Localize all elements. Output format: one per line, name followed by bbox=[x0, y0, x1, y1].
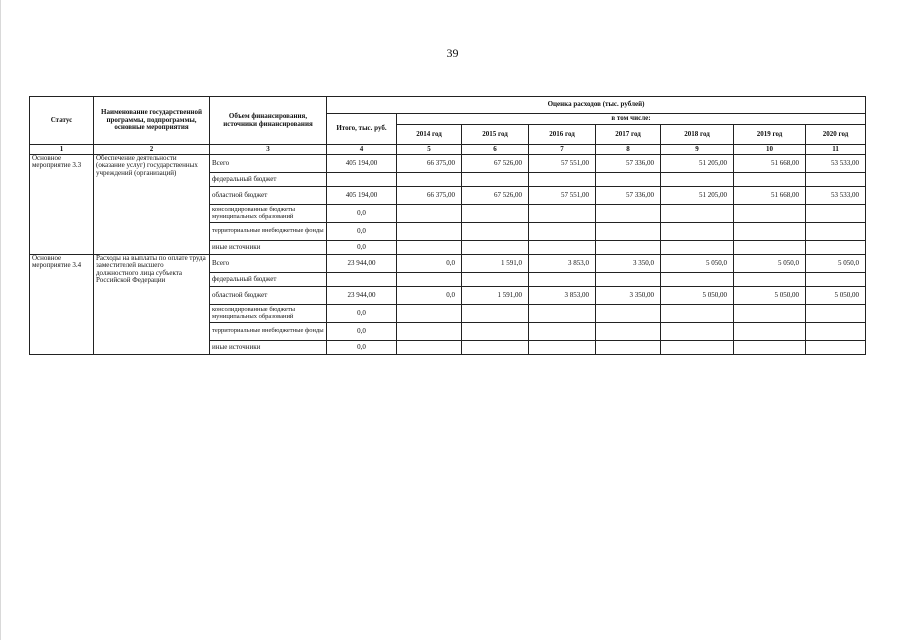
total-value: 0,0 bbox=[327, 241, 397, 255]
funding-source: иные источники bbox=[210, 241, 327, 255]
total-value bbox=[327, 273, 397, 287]
year-value: 5 050,00 bbox=[661, 287, 734, 305]
column-number: 6 bbox=[462, 145, 529, 155]
page-number: 39 bbox=[446, 46, 459, 60]
year-value bbox=[397, 205, 462, 223]
funding-source: областной бюджет bbox=[210, 287, 327, 305]
year-value bbox=[462, 173, 529, 187]
year-value bbox=[462, 305, 529, 323]
column-number: 1 bbox=[30, 145, 94, 155]
year-value: 57 551,00 bbox=[529, 155, 596, 173]
year-value: 5 050,0 bbox=[806, 255, 866, 273]
year-value bbox=[661, 241, 734, 255]
year-value bbox=[596, 223, 661, 241]
funding-source: областной бюджет bbox=[210, 187, 327, 205]
year-value: 66 375,00 bbox=[397, 155, 462, 173]
year-value bbox=[734, 173, 806, 187]
total-value: 23 944,00 bbox=[327, 287, 397, 305]
funding-source: федеральный бюджет bbox=[210, 173, 327, 187]
year-value bbox=[596, 323, 661, 341]
header-year-6: 2019 год bbox=[734, 125, 806, 145]
year-value bbox=[806, 241, 866, 255]
column-number: 7 bbox=[529, 145, 596, 155]
header-year-4: 2017 год bbox=[596, 125, 661, 145]
year-value bbox=[529, 273, 596, 287]
header-volume: Объем финансирования, источники финансирования bbox=[210, 97, 327, 145]
year-value bbox=[529, 323, 596, 341]
year-value bbox=[734, 323, 806, 341]
year-value bbox=[462, 273, 529, 287]
year-value: 51 205,00 bbox=[661, 155, 734, 173]
total-value: 0,0 bbox=[327, 223, 397, 241]
year-value: 51 205,00 bbox=[661, 187, 734, 205]
measure-name: Расходы на выплаты по оплате труда заместителей высшего должностного лица субъекта Российской Федерации bbox=[94, 255, 210, 355]
year-value bbox=[462, 223, 529, 241]
column-number: 11 bbox=[806, 145, 866, 155]
year-value bbox=[661, 173, 734, 187]
funding-source: федеральный бюджет bbox=[210, 273, 327, 287]
header-status: Статус bbox=[30, 97, 94, 145]
total-value: 23 944,00 bbox=[327, 255, 397, 273]
scan-edge bbox=[0, 0, 1, 640]
total-value: 0,0 bbox=[327, 305, 397, 323]
year-value bbox=[661, 341, 734, 355]
year-value bbox=[397, 341, 462, 355]
year-value bbox=[529, 341, 596, 355]
year-value bbox=[596, 205, 661, 223]
funding-source: Всего bbox=[210, 155, 327, 173]
funding-source: территориальные внебюджетные фонды bbox=[210, 223, 327, 241]
total-value: 0,0 bbox=[327, 323, 397, 341]
year-value bbox=[734, 223, 806, 241]
year-value: 0,0 bbox=[397, 287, 462, 305]
year-value bbox=[462, 241, 529, 255]
expenditure-table bbox=[29, 96, 866, 355]
year-value bbox=[397, 273, 462, 287]
column-number: 9 bbox=[661, 145, 734, 155]
funding-source: Всего bbox=[210, 255, 327, 273]
funding-source: консолидированные бюджеты муниципальных образований bbox=[210, 205, 327, 223]
year-value: 3 853,0 bbox=[529, 255, 596, 273]
year-value bbox=[806, 173, 866, 187]
year-value bbox=[734, 341, 806, 355]
year-value bbox=[596, 305, 661, 323]
year-value bbox=[397, 223, 462, 241]
funding-source: территориальные внебюджетные фонды bbox=[210, 323, 327, 341]
year-value: 3 350,0 bbox=[596, 255, 661, 273]
year-value bbox=[529, 205, 596, 223]
year-value bbox=[734, 305, 806, 323]
year-value bbox=[734, 273, 806, 287]
year-value: 51 668,00 bbox=[734, 155, 806, 173]
table-row bbox=[30, 255, 866, 273]
year-value: 53 533,00 bbox=[806, 155, 866, 173]
column-number: 10 bbox=[734, 145, 806, 155]
year-value bbox=[596, 273, 661, 287]
year-value bbox=[661, 273, 734, 287]
year-value: 66 375,00 bbox=[397, 187, 462, 205]
year-value bbox=[397, 241, 462, 255]
year-value bbox=[529, 305, 596, 323]
header-year-2: 2015 год bbox=[462, 125, 529, 145]
column-number: 2 bbox=[94, 145, 210, 155]
year-value bbox=[529, 241, 596, 255]
total-value: 0,0 bbox=[327, 205, 397, 223]
header-year-7: 2020 год bbox=[806, 125, 866, 145]
column-number: 3 bbox=[210, 145, 327, 155]
year-value: 5 050,00 bbox=[806, 287, 866, 305]
year-value bbox=[462, 323, 529, 341]
year-value: 3 853,00 bbox=[529, 287, 596, 305]
year-value: 5 050,00 bbox=[734, 287, 806, 305]
total-value bbox=[327, 173, 397, 187]
header-including: в том числе: bbox=[397, 114, 866, 125]
year-value bbox=[734, 241, 806, 255]
year-value: 5 050,0 bbox=[734, 255, 806, 273]
column-number: 5 bbox=[397, 145, 462, 155]
funding-source: консолидированные бюджеты муниципальных образований bbox=[210, 305, 327, 323]
year-value bbox=[596, 341, 661, 355]
year-value bbox=[529, 223, 596, 241]
header-name: Наименование государственной программы, подпрограммы, основные мероприятия bbox=[94, 97, 210, 145]
year-value bbox=[806, 341, 866, 355]
year-value: 57 336,00 bbox=[596, 155, 661, 173]
year-value: 57 336,00 bbox=[596, 187, 661, 205]
year-value bbox=[661, 305, 734, 323]
year-value bbox=[806, 273, 866, 287]
total-value: 405 194,00 bbox=[327, 187, 397, 205]
year-value: 53 533,00 bbox=[806, 187, 866, 205]
year-value bbox=[596, 241, 661, 255]
column-number: 8 bbox=[596, 145, 661, 155]
year-value: 67 526,00 bbox=[462, 155, 529, 173]
year-value bbox=[529, 173, 596, 187]
year-value bbox=[661, 323, 734, 341]
year-value bbox=[397, 173, 462, 187]
year-value bbox=[397, 323, 462, 341]
year-value bbox=[806, 305, 866, 323]
year-value: 0,0 bbox=[397, 255, 462, 273]
year-value bbox=[661, 205, 734, 223]
year-value bbox=[661, 223, 734, 241]
year-value bbox=[397, 305, 462, 323]
measure-status: Основное мероприятие 3.3 bbox=[30, 155, 94, 255]
year-value bbox=[462, 205, 529, 223]
year-value: 3 350,00 bbox=[596, 287, 661, 305]
measure-name: Обеспечение деятельности (оказание услуг) государственных учреждений (организаций) bbox=[94, 155, 210, 255]
year-value: 5 050,0 bbox=[661, 255, 734, 273]
header-year-1: 2014 год bbox=[397, 125, 462, 145]
funding-source: иные источники bbox=[210, 341, 327, 355]
year-value bbox=[806, 323, 866, 341]
year-value: 67 526,00 bbox=[462, 187, 529, 205]
column-number: 4 bbox=[327, 145, 397, 155]
total-value: 0,0 bbox=[327, 341, 397, 355]
year-value: 57 551,00 bbox=[529, 187, 596, 205]
year-value bbox=[734, 205, 806, 223]
header-total: Итого, тыс. руб. bbox=[327, 114, 397, 145]
measure-status: Основное мероприятие 3.4 bbox=[30, 255, 94, 355]
header-year-5: 2018 год bbox=[661, 125, 734, 145]
year-value bbox=[462, 341, 529, 355]
year-value bbox=[596, 173, 661, 187]
year-value: 1 591,00 bbox=[462, 287, 529, 305]
year-value bbox=[806, 223, 866, 241]
header-estimate: Оценка расходов (тыс. рублей) bbox=[327, 97, 866, 114]
header-year-3: 2016 год bbox=[529, 125, 596, 145]
total-value: 405 194,00 bbox=[327, 155, 397, 173]
year-value: 1 591,0 bbox=[462, 255, 529, 273]
year-value bbox=[806, 205, 866, 223]
year-value: 51 668,00 bbox=[734, 187, 806, 205]
table-row bbox=[30, 155, 866, 173]
